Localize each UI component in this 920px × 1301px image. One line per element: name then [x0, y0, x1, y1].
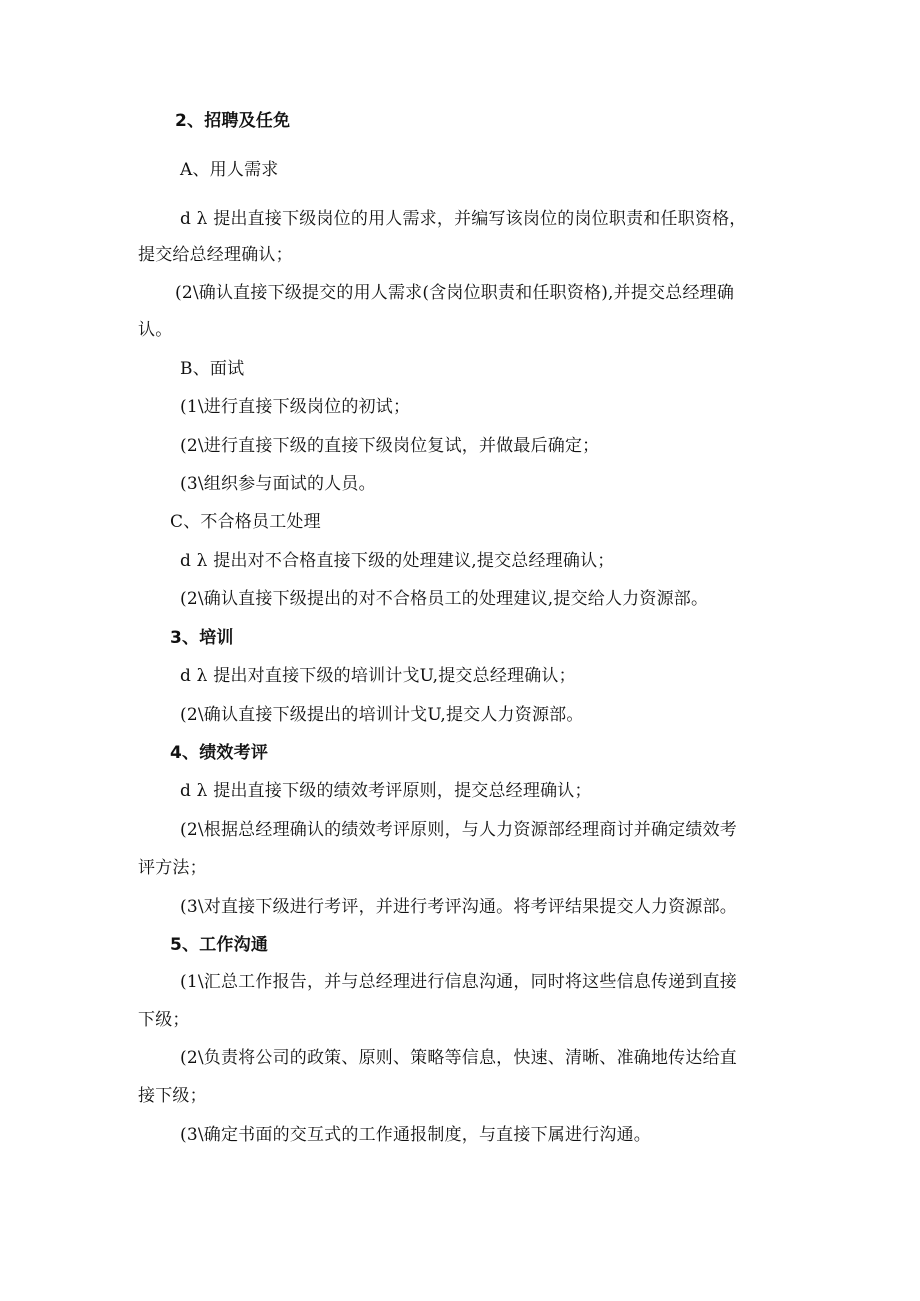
paragraph-a1-line1: d λ 提出直接下级岗位的用人需求，并编写该岗位的岗位职责和任职资格，	[180, 209, 747, 229]
paragraph-4-3: (3\对直接下级进行考评，并进行考评沟通。将考评结果提交人力资源部。	[180, 897, 737, 917]
paragraph-5-1-line1: (1\汇总工作报告，并与总经理进行信息沟通，同时将这些信息传递到直接	[180, 972, 737, 992]
paragraph-c2: (2\确认直接下级提出的对不合格员工的处理建议,提交给人力资源部。	[180, 589, 709, 609]
paragraph-5-2-line1: (2\负责将公司的政策、原则、策略等信息，快速、清晰、准确地传达给直	[180, 1048, 737, 1068]
paragraph-3-1: d λ 提出对直接下级的培训计戈U,提交总经理确认；	[180, 666, 576, 686]
section-3-heading: 3、培训	[170, 628, 234, 648]
paragraph-a2-line2: 认。	[138, 320, 173, 340]
subsection-b-heading: B、面试	[180, 359, 245, 379]
paragraph-b1: (1\进行直接下级岗位的初试；	[180, 397, 411, 417]
section-5-heading: 5、工作沟通	[170, 935, 269, 955]
section-2-heading: 2、招聘及任免	[175, 111, 291, 131]
paragraph-4-1: d λ 提出直接下级的绩效考评原则，提交总经理确认；	[180, 781, 592, 801]
paragraph-5-3: (3\确定书面的交互式的工作通报制度，与直接下属进行沟通。	[180, 1125, 651, 1145]
paragraph-a1-line2: 提交给总经理确认；	[138, 245, 293, 265]
paragraph-b2: (2\进行直接下级的直接下级岗位复试，并做最后确定；	[180, 436, 600, 456]
section-4-heading: 4、绩效考评	[170, 743, 269, 763]
paragraph-3-2: (2\确认直接下级提出的培训计戈U,提交人力资源部。	[180, 705, 584, 725]
paragraph-a2-line1: (2\确认直接下级提交的用人需求(含岗位职责和任职资格),并提交总经理确	[175, 283, 735, 303]
subsection-c-heading: C、不合格员工处理	[170, 512, 321, 532]
subsection-a-heading: A、用人需求	[180, 160, 279, 180]
paragraph-4-2-line1: (2\根据总经理确认的绩效考评原则，与人力资源部经理商讨并确定绩效考	[180, 820, 737, 840]
paragraph-b3: (3\组织参与面试的人员。	[180, 474, 376, 494]
paragraph-c1: d λ 提出对不合格直接下级的处理建议,提交总经理确认；	[180, 551, 615, 571]
paragraph-5-2-line2: 接下级；	[138, 1086, 207, 1106]
paragraph-5-1-line2: 下级；	[138, 1010, 190, 1030]
paragraph-4-2-line2: 评方法；	[138, 858, 207, 878]
